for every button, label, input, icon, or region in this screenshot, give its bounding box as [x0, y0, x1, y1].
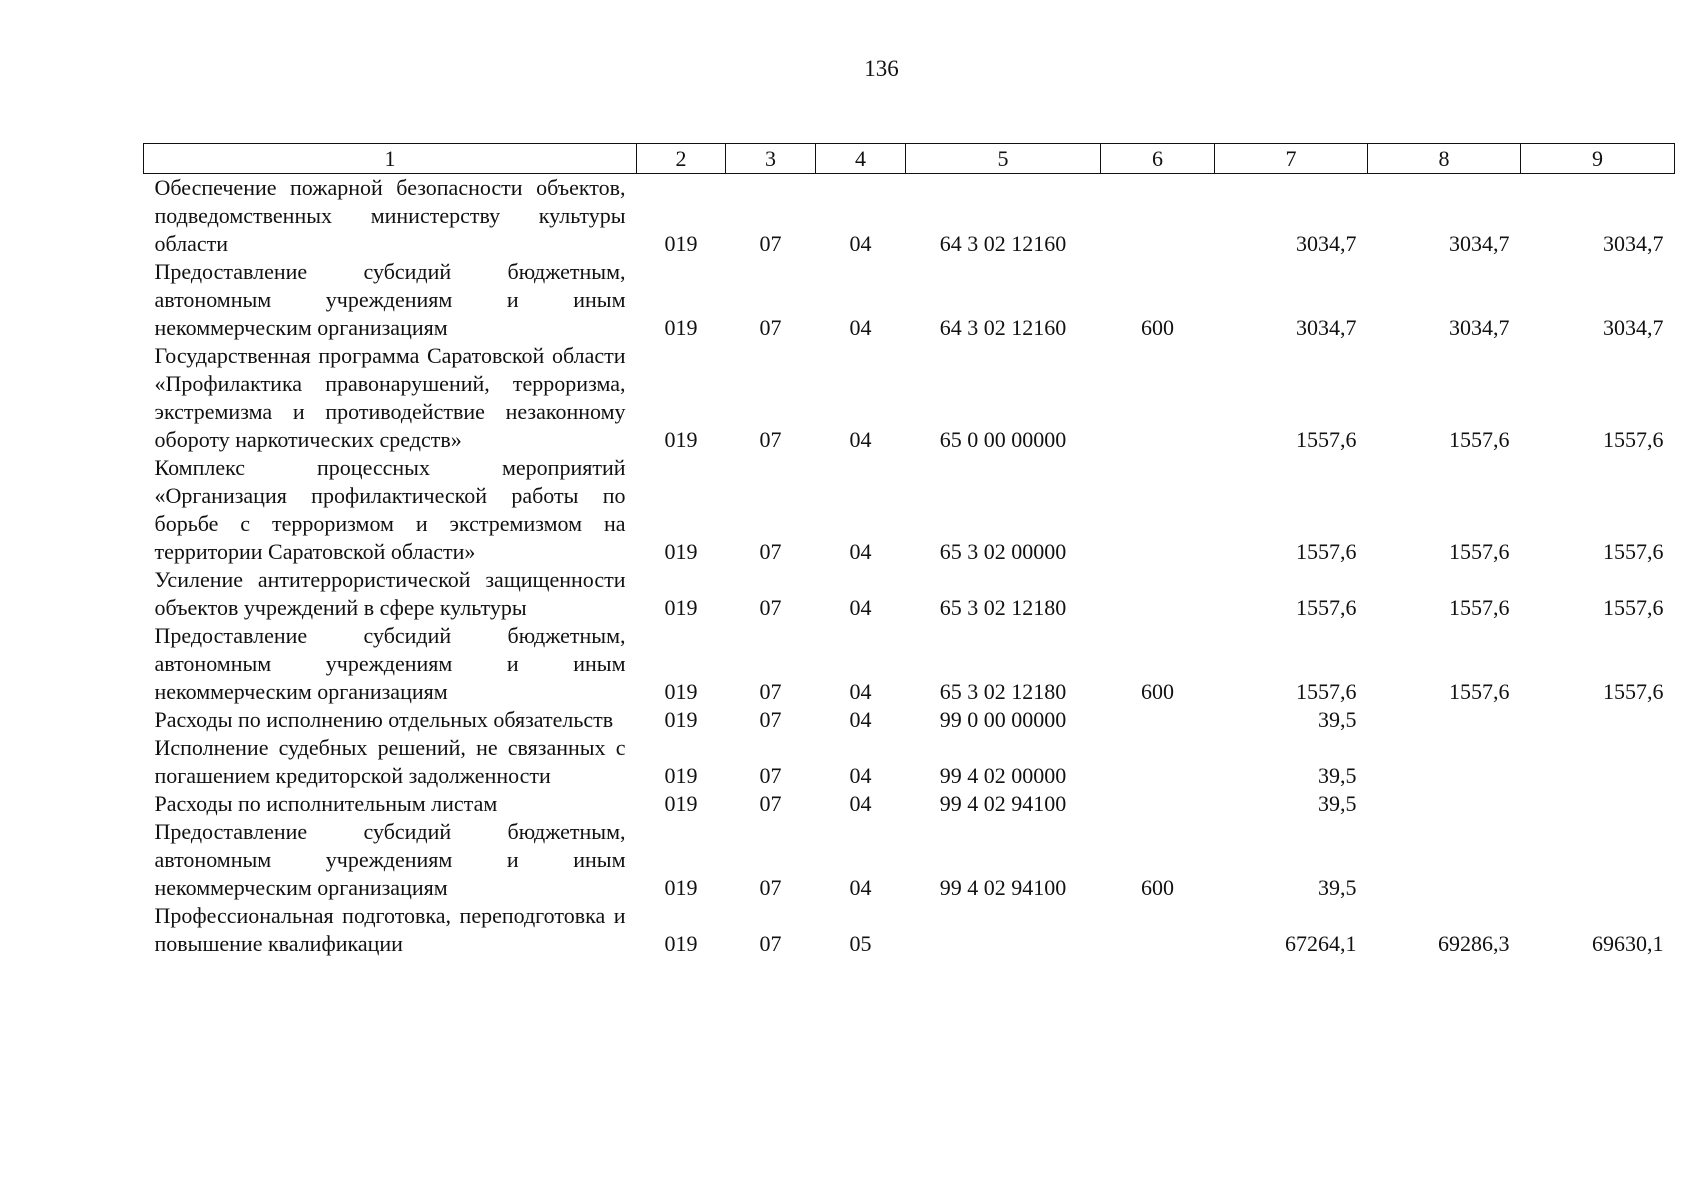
subsection-code-cell: 04 — [849, 231, 872, 256]
column-header: 6 — [1101, 144, 1215, 174]
admin-code-cell: 019 — [664, 931, 698, 956]
expense-type-cell — [1101, 174, 1215, 259]
subsection-code-cell: 04 — [849, 679, 872, 704]
column-header: 3 — [726, 144, 816, 174]
target-article-cell: 99 4 02 94100 — [939, 875, 1067, 900]
target-article-cell: 65 3 02 12180 — [939, 595, 1067, 620]
section-code-cell: 07 — [759, 791, 782, 816]
amount-col8-cell: 3034,7 — [1449, 315, 1510, 340]
amount-col9-cell: 69630,1 — [1592, 931, 1664, 956]
column-header: 4 — [816, 144, 906, 174]
amount-col7-cell: 1557,6 — [1296, 679, 1357, 704]
amount-col7-cell: 39,5 — [1318, 707, 1357, 732]
expense-type-cell — [1101, 566, 1215, 622]
target-article-cell: 65 3 02 12180 — [939, 679, 1067, 704]
table-row — [144, 902, 1675, 958]
row-name-cell: Комплекс процессных мероприятий «Организация профилактической работы по борьбе с терроризмом и экстремизмом на территории Саратовской области» — [154, 455, 626, 564]
column-header: 1 — [144, 144, 637, 174]
amount-col8-cell — [1368, 818, 1521, 902]
subsection-code-cell: 04 — [849, 427, 872, 452]
expense-type-cell — [1101, 902, 1215, 958]
amount-col7-cell: 1557,6 — [1296, 539, 1357, 564]
amount-col7-cell: 67264,1 — [1285, 931, 1357, 956]
admin-code-cell: 019 — [664, 763, 698, 788]
section-code-cell: 07 — [759, 875, 782, 900]
target-article-cell: 64 3 02 12160 — [939, 231, 1067, 256]
section-code-cell: 07 — [759, 931, 782, 956]
amount-col9-cell: 1557,6 — [1603, 595, 1664, 620]
amount-col7-cell: 3034,7 — [1296, 231, 1357, 256]
target-article-cell: 64 3 02 12160 — [939, 315, 1067, 340]
subsection-code-cell: 04 — [849, 707, 872, 732]
target-article-cell: 65 3 02 00000 — [939, 539, 1067, 564]
row-name-cell: Профессиональная подготовка, переподготовка и повышение квалификации — [154, 903, 626, 956]
amount-col7-cell: 1557,6 — [1296, 427, 1357, 452]
subsection-code-cell: 04 — [849, 315, 872, 340]
amount-col9-cell — [1521, 706, 1675, 734]
admin-code-cell: 019 — [664, 679, 698, 704]
admin-code-cell: 019 — [664, 791, 698, 816]
target-article-cell — [906, 902, 1101, 958]
table-row — [144, 566, 1675, 622]
section-code-cell: 07 — [759, 427, 782, 452]
admin-code-cell: 019 — [664, 595, 698, 620]
row-name-cell: Расходы по исполнению отдельных обязательств — [154, 707, 614, 732]
section-code-cell: 07 — [759, 315, 782, 340]
row-name-cell: Государственная программа Саратовской области «Профилактика правонарушений, терроризма, экстремизма и противодействие незаконному обороту наркотических средств» — [154, 343, 626, 452]
page-number: 136 — [864, 56, 899, 81]
table-header-row — [144, 144, 1675, 174]
target-article-cell: 99 4 02 94100 — [939, 791, 1067, 816]
row-name-cell: Расходы по исполнительным листам — [154, 791, 498, 816]
amount-col8-cell: 69286,3 — [1438, 931, 1510, 956]
amount-col8-cell: 1557,6 — [1449, 679, 1510, 704]
amount-col8-cell: 1557,6 — [1449, 539, 1510, 564]
admin-code-cell: 019 — [664, 427, 698, 452]
target-article-cell: 99 4 02 00000 — [939, 763, 1067, 788]
amount-col8-cell: 1557,6 — [1449, 427, 1510, 452]
section-code-cell: 07 — [759, 707, 782, 732]
table-row — [144, 342, 1675, 454]
subsection-code-cell: 04 — [849, 763, 872, 788]
row-name-cell: Предоставление субсидий бюджетным, автономным учреждениям и иным некоммерческим организациям — [154, 819, 626, 900]
column-header: 7 — [1215, 144, 1368, 174]
amount-col9-cell: 1557,6 — [1603, 539, 1664, 564]
target-article-cell: 99 0 00 00000 — [939, 707, 1067, 732]
admin-code-cell: 019 — [664, 315, 698, 340]
target-article-cell: 65 0 00 00000 — [939, 427, 1067, 452]
amount-col8-cell — [1368, 790, 1521, 818]
table-row — [144, 622, 1675, 706]
amount-col9-cell: 3034,7 — [1603, 231, 1664, 256]
column-header: 2 — [637, 144, 726, 174]
amount-col9-cell — [1521, 734, 1675, 790]
expense-type-cell — [1101, 734, 1215, 790]
amount-col9-cell: 1557,6 — [1603, 679, 1664, 704]
column-header: 9 — [1521, 144, 1675, 174]
budget-table — [143, 143, 1675, 958]
column-header: 8 — [1368, 144, 1521, 174]
expense-type-cell: 600 — [1141, 875, 1174, 900]
expense-type-cell — [1101, 706, 1215, 734]
row-name-cell: Предоставление субсидий бюджетным, автономным учреждениям и иным некоммерческим организациям — [154, 259, 626, 340]
subsection-code-cell: 04 — [849, 539, 872, 564]
table-row — [144, 818, 1675, 902]
table-row — [144, 734, 1675, 790]
row-name-cell: Обеспечение пожарной безопасности объектов, подведомственных министерству культуры области — [154, 175, 626, 256]
row-name-cell: Исполнение судебных решений, не связанных с погашением кредиторской задолженности — [154, 735, 626, 788]
amount-col7-cell: 39,5 — [1318, 791, 1357, 816]
amount-col8-cell — [1368, 734, 1521, 790]
amount-col7-cell: 39,5 — [1318, 875, 1357, 900]
column-header: 5 — [906, 144, 1101, 174]
admin-code-cell: 019 — [664, 539, 698, 564]
section-code-cell: 07 — [759, 539, 782, 564]
section-code-cell: 07 — [759, 763, 782, 788]
table-row — [144, 454, 1675, 566]
table-row — [144, 174, 1675, 259]
row-name-cell: Предоставление субсидий бюджетным, автономным учреждениям и иным некоммерческим организациям — [154, 623, 626, 704]
amount-col8-cell: 1557,6 — [1449, 595, 1510, 620]
row-name-cell: Усиление антитеррористической защищенности объектов учреждений в сфере культуры — [154, 567, 626, 620]
admin-code-cell: 019 — [664, 875, 698, 900]
expense-type-cell: 600 — [1141, 679, 1174, 704]
section-code-cell: 07 — [759, 231, 782, 256]
table-row — [144, 706, 1675, 734]
subsection-code-cell: 04 — [849, 595, 872, 620]
table-row — [144, 790, 1675, 818]
amount-col8-cell: 3034,7 — [1449, 231, 1510, 256]
expense-type-cell — [1101, 454, 1215, 566]
section-code-cell: 07 — [759, 679, 782, 704]
amount-col7-cell: 39,5 — [1318, 763, 1357, 788]
expense-type-cell — [1101, 342, 1215, 454]
amount-col7-cell: 1557,6 — [1296, 595, 1357, 620]
amount-col7-cell: 3034,7 — [1296, 315, 1357, 340]
admin-code-cell: 019 — [664, 707, 698, 732]
subsection-code-cell: 04 — [849, 791, 872, 816]
subsection-code-cell: 05 — [849, 931, 872, 956]
expense-type-cell — [1101, 790, 1215, 818]
amount-col8-cell — [1368, 706, 1521, 734]
amount-col9-cell: 3034,7 — [1603, 315, 1664, 340]
amount-col9-cell: 1557,6 — [1603, 427, 1664, 452]
amount-col9-cell — [1521, 790, 1675, 818]
amount-col9-cell — [1521, 818, 1675, 902]
section-code-cell: 07 — [759, 595, 782, 620]
table-row — [144, 258, 1675, 342]
subsection-code-cell: 04 — [849, 875, 872, 900]
admin-code-cell: 019 — [664, 231, 698, 256]
expense-type-cell: 600 — [1141, 315, 1174, 340]
